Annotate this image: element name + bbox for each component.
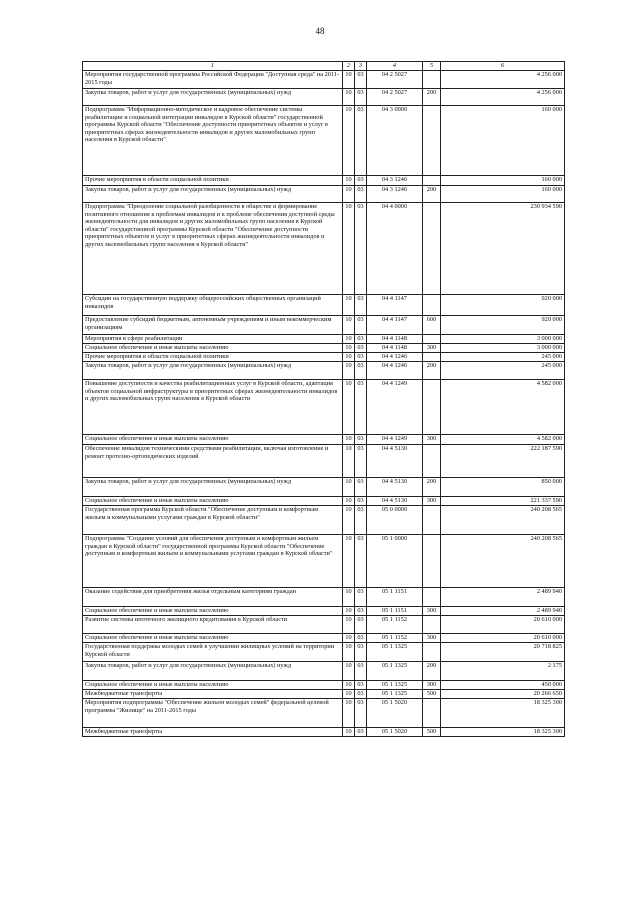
row-code-4: 04 4 1249 — [367, 380, 423, 435]
budget-table — [82, 61, 565, 737]
table-row — [83, 435, 565, 445]
row-code-3: 03 — [355, 344, 367, 353]
header-col-2: 2 — [343, 62, 355, 71]
row-code-5 — [423, 588, 441, 607]
table-row — [83, 353, 565, 362]
row-amount: 3 000 000 — [441, 344, 565, 353]
row-name: Закупка товаров, работ и услуг для государственных (муниципальных) нужд — [83, 478, 343, 497]
row-code-2: 10 — [343, 634, 355, 643]
row-code-5 — [423, 445, 441, 478]
row-code-2: 10 — [343, 362, 355, 380]
row-amount: 221 337 590 — [441, 497, 565, 506]
row-code-4: 05 1 1325 — [367, 690, 423, 699]
row-code-2: 10 — [343, 89, 355, 106]
row-name: Государственная поддержка молодых семей в улучшении жилищных условий на территории Курской области — [83, 643, 343, 662]
row-amount: 2 489 940 — [441, 588, 565, 607]
row-amount: 18 325 300 — [441, 728, 565, 737]
row-name: Мероприятия подпрограммы "Обеспечение жильем молодых семей" федеральной целевой программы "Жилище" на 2011-2015 годы — [83, 699, 343, 728]
row-code-5: 200 — [423, 662, 441, 681]
row-name: Повышение доступности и качества реабилитационных услуг в Курской области, адаптация объектов социальной инфраструктуры в приоритетных сферах жизнедеятельности инвалидов и других маломобильных групп населения в Курской области — [83, 380, 343, 435]
row-amount: 222 187 590 — [441, 445, 565, 478]
row-amount: 230 934 590 — [441, 203, 565, 295]
row-code-5 — [423, 335, 441, 344]
row-code-3: 03 — [355, 588, 367, 607]
table-row — [83, 316, 565, 335]
row-code-4: 04 4 1148 — [367, 335, 423, 344]
row-code-5 — [423, 176, 441, 186]
row-name: Мероприятия государственной программы Российской Федерации "Доступная среда" на 2011-2015 годы — [83, 71, 343, 89]
table-row — [83, 497, 565, 506]
row-amount: 18 325 300 — [441, 699, 565, 728]
row-code-5 — [423, 71, 441, 89]
row-code-2: 10 — [343, 478, 355, 497]
row-code-4: 04 3 1246 — [367, 186, 423, 203]
row-code-2: 10 — [343, 316, 355, 335]
row-code-2: 10 — [343, 435, 355, 445]
row-name: Государственная программа Курской области "Обеспечение доступным и комфортным жильем и коммунальными услугами граждан в Курской области" — [83, 506, 343, 535]
row-name: Субсидии на государственную поддержку общероссийских общественных организаций инвалидов — [83, 295, 343, 316]
row-code-2: 10 — [343, 699, 355, 728]
row-code-3: 03 — [355, 362, 367, 380]
row-code-5: 500 — [423, 690, 441, 699]
table-row — [83, 662, 565, 681]
row-code-3: 03 — [355, 662, 367, 681]
row-name: Социальное обеспечение и иные выплаты населению — [83, 607, 343, 616]
row-code-2: 10 — [343, 681, 355, 690]
row-code-3: 03 — [355, 71, 367, 89]
row-amount: 2 175 — [441, 662, 565, 681]
row-code-2: 10 — [343, 353, 355, 362]
table-row — [83, 71, 565, 89]
row-name: Прочие мероприятия в области социальной политики — [83, 353, 343, 362]
row-code-4: 05 1 1325 — [367, 681, 423, 690]
row-code-2: 10 — [343, 186, 355, 203]
row-amount: 920 000 — [441, 295, 565, 316]
row-code-3: 03 — [355, 203, 367, 295]
row-code-2: 10 — [343, 607, 355, 616]
table-row — [83, 643, 565, 662]
row-code-5: 500 — [423, 728, 441, 737]
row-code-3: 03 — [355, 176, 367, 186]
row-name: Предоставление субсидий бюджетным, автономным учреждениям и иным некоммерческим организациям — [83, 316, 343, 335]
row-name: Развитие системы ипотечного жилищного кредитования в Курской области — [83, 616, 343, 634]
row-code-2: 10 — [343, 662, 355, 681]
row-code-4: 04 4 1246 — [367, 353, 423, 362]
row-code-3: 03 — [355, 106, 367, 176]
table-row — [83, 335, 565, 344]
table-row — [83, 380, 565, 435]
row-code-3: 03 — [355, 316, 367, 335]
row-code-2: 10 — [343, 535, 355, 588]
row-code-3: 03 — [355, 353, 367, 362]
row-code-5: 300 — [423, 681, 441, 690]
row-code-3: 03 — [355, 607, 367, 616]
row-code-5: 300 — [423, 607, 441, 616]
row-code-4: 04 4 1249 — [367, 435, 423, 445]
row-code-2: 10 — [343, 335, 355, 344]
table-row — [83, 89, 565, 106]
row-code-3: 03 — [355, 643, 367, 662]
table-row — [83, 607, 565, 616]
row-name: Социальное обеспечение и иные выплаты населению — [83, 681, 343, 690]
row-code-2: 10 — [343, 497, 355, 506]
row-code-4: 04 4 5130 — [367, 478, 423, 497]
row-code-2: 10 — [343, 506, 355, 535]
row-amount: 850 000 — [441, 478, 565, 497]
row-code-3: 03 — [355, 699, 367, 728]
row-code-4: 05 1 1151 — [367, 607, 423, 616]
table-row — [83, 506, 565, 535]
row-name: Подпрограмма "Информационно-методическое и кадровое обеспечение системы реабилитации и социальной интеграции инвалидов в Курской области" государственной программы Курской области "Обеспечение доступности приоритетных объектов и услуг в приоритетных сферах жизнедеятельности инвалидов и других маломобильных групп населения в Курской области" — [83, 106, 343, 176]
table-row — [83, 344, 565, 353]
row-amount: 160 000 — [441, 176, 565, 186]
row-code-5: 200 — [423, 186, 441, 203]
row-code-2: 10 — [343, 588, 355, 607]
row-amount: 920 000 — [441, 316, 565, 335]
table-row — [83, 186, 565, 203]
header-col-3: 3 — [355, 62, 367, 71]
row-code-3: 03 — [355, 435, 367, 445]
row-code-5 — [423, 616, 441, 634]
table-row — [83, 634, 565, 643]
row-name: Межбюджетные трансферты — [83, 690, 343, 699]
row-amount: 20 718 825 — [441, 643, 565, 662]
row-name: Межбюджетные трансферты — [83, 728, 343, 737]
row-name: Закупка товаров, работ и услуг для государственных (муниципальных) нужд — [83, 662, 343, 681]
row-code-2: 10 — [343, 616, 355, 634]
row-code-3: 03 — [355, 89, 367, 106]
row-name: Закупка товаров, работ и услуг для государственных (муниципальных) нужд — [83, 362, 343, 380]
table-row — [83, 681, 565, 690]
row-code-3: 03 — [355, 535, 367, 588]
row-name: Оказание содействия для приобретения жилья отдельным категориям граждан — [83, 588, 343, 607]
row-code-5: 600 — [423, 316, 441, 335]
row-code-4: 05 1 1325 — [367, 662, 423, 681]
row-code-4: 05 1 5020 — [367, 728, 423, 737]
row-code-4: 05 1 1151 — [367, 588, 423, 607]
row-code-2: 10 — [343, 71, 355, 89]
row-code-4: 04 2 5027 — [367, 71, 423, 89]
row-code-5: 200 — [423, 478, 441, 497]
row-code-5 — [423, 380, 441, 435]
page-number: 48 — [315, 26, 325, 36]
row-code-4: 05 1 1152 — [367, 616, 423, 634]
row-code-4: 05 1 0000 — [367, 535, 423, 588]
row-code-5 — [423, 203, 441, 295]
row-name: Прочие мероприятия в области социальной политики — [83, 176, 343, 186]
row-code-3: 03 — [355, 445, 367, 478]
row-code-2: 10 — [343, 728, 355, 737]
row-code-3: 03 — [355, 690, 367, 699]
row-amount: 20 610 000 — [441, 634, 565, 643]
row-code-5 — [423, 643, 441, 662]
row-code-3: 03 — [355, 478, 367, 497]
row-amount: 245 000 — [441, 353, 565, 362]
row-code-5 — [423, 295, 441, 316]
header-col-6: 6 — [441, 62, 565, 71]
row-name: Социальное обеспечение и иные выплаты населению — [83, 634, 343, 643]
row-amount: 4 582 000 — [441, 380, 565, 435]
row-code-2: 10 — [343, 344, 355, 353]
row-amount: 20 266 650 — [441, 690, 565, 699]
row-code-3: 03 — [355, 506, 367, 535]
row-code-2: 10 — [343, 643, 355, 662]
row-code-5: 300 — [423, 344, 441, 353]
table-row — [83, 478, 565, 497]
row-name: Мероприятия в сфере реабилитации — [83, 335, 343, 344]
row-amount: 240 208 565 — [441, 506, 565, 535]
row-amount: 160 000 — [441, 106, 565, 176]
table-row — [83, 203, 565, 295]
row-amount: 240 208 565 — [441, 535, 565, 588]
table-row — [83, 445, 565, 478]
table-row — [83, 176, 565, 186]
header-col-5: 5 — [423, 62, 441, 71]
row-name: Закупка товаров, работ и услуг для государственных (муниципальных) нужд — [83, 186, 343, 203]
table-row — [83, 690, 565, 699]
table-row — [83, 106, 565, 176]
row-amount: 2 489 940 — [441, 607, 565, 616]
row-amount: 4 256 000 — [441, 89, 565, 106]
row-code-2: 10 — [343, 106, 355, 176]
row-amount: 4 256 000 — [441, 71, 565, 89]
row-code-4: 04 3 1246 — [367, 176, 423, 186]
row-code-5: 300 — [423, 634, 441, 643]
row-code-4: 04 4 5130 — [367, 445, 423, 478]
row-code-5 — [423, 699, 441, 728]
row-name: Обеспечение инвалидов техническими средствами реабилитации, включая изготовление и ремонт протезно-ортопедических изделий — [83, 445, 343, 478]
row-code-2: 10 — [343, 203, 355, 295]
row-code-2: 10 — [343, 380, 355, 435]
row-code-5 — [423, 535, 441, 588]
row-code-5: 200 — [423, 362, 441, 380]
row-code-5: 300 — [423, 497, 441, 506]
row-amount: 160 000 — [441, 186, 565, 203]
table-row — [83, 535, 565, 588]
row-code-2: 10 — [343, 295, 355, 316]
row-amount: 450 000 — [441, 681, 565, 690]
row-name: Подпрограмма "Преодоление социальной разобщенности в обществе и формирование позитивного отношения к проблемам инвалидов и к проблеме обеспечения доступной среды жизнедеятельности для инвалидов и других маломобильных групп населения в Курской области" государственной программы Курской области "Обеспечение доступности приоритетных объектов и услуг в приоритетных сферах жизнедеятельности инвалидов и других маломобильных групп населения в Курской области" — [83, 203, 343, 295]
row-code-4: 04 2 5027 — [367, 89, 423, 106]
table-row — [83, 699, 565, 728]
row-code-4: 04 4 1148 — [367, 344, 423, 353]
row-code-4: 04 4 1147 — [367, 316, 423, 335]
row-code-3: 03 — [355, 616, 367, 634]
row-name: Социальное обеспечение и иные выплаты населению — [83, 497, 343, 506]
table-row — [83, 362, 565, 380]
row-code-2: 10 — [343, 445, 355, 478]
row-name: Подпрограмма "Создание условий для обеспечения доступным и комфортным жильем граждан в Курской области" государственной программы Курской области "Обеспечение доступным и комфортным жильем и коммунальными услугами граждан в Курской области" — [83, 535, 343, 588]
table-header-row — [83, 62, 565, 71]
row-code-4: 04 4 1147 — [367, 295, 423, 316]
row-code-3: 03 — [355, 634, 367, 643]
row-code-3: 03 — [355, 295, 367, 316]
row-amount: 4 582 000 — [441, 435, 565, 445]
header-col-4: 4 — [367, 62, 423, 71]
row-code-5: 300 — [423, 435, 441, 445]
row-code-2: 10 — [343, 176, 355, 186]
row-code-4: 04 4 5130 — [367, 497, 423, 506]
row-name: Закупка товаров, работ и услуг для государственных (муниципальных) нужд — [83, 89, 343, 106]
header-col-1: 1 — [83, 62, 343, 71]
row-code-3: 03 — [355, 186, 367, 203]
row-code-4: 04 3 0000 — [367, 106, 423, 176]
row-code-4: 04 4 0000 — [367, 203, 423, 295]
row-code-4: 05 0 0000 — [367, 506, 423, 535]
row-name: Социальное обеспечение и иные выплаты населению — [83, 435, 343, 445]
table-row — [83, 588, 565, 607]
row-code-3: 03 — [355, 380, 367, 435]
row-name: Социальное обеспечение и иные выплаты населению — [83, 344, 343, 353]
table-row — [83, 616, 565, 634]
row-code-5 — [423, 506, 441, 535]
row-code-4: 05 1 1325 — [367, 643, 423, 662]
row-code-5 — [423, 353, 441, 362]
row-code-3: 03 — [355, 681, 367, 690]
table-row — [83, 295, 565, 316]
table-row — [83, 728, 565, 737]
row-code-3: 03 — [355, 497, 367, 506]
row-amount: 3 000 000 — [441, 335, 565, 344]
row-code-4: 05 1 1152 — [367, 634, 423, 643]
row-code-3: 03 — [355, 335, 367, 344]
row-code-2: 10 — [343, 690, 355, 699]
row-amount: 20 610 000 — [441, 616, 565, 634]
row-amount: 245 000 — [441, 362, 565, 380]
row-code-5: 200 — [423, 89, 441, 106]
row-code-4: 04 4 1246 — [367, 362, 423, 380]
row-code-5 — [423, 106, 441, 176]
row-code-3: 03 — [355, 728, 367, 737]
row-code-4: 05 1 5020 — [367, 699, 423, 728]
